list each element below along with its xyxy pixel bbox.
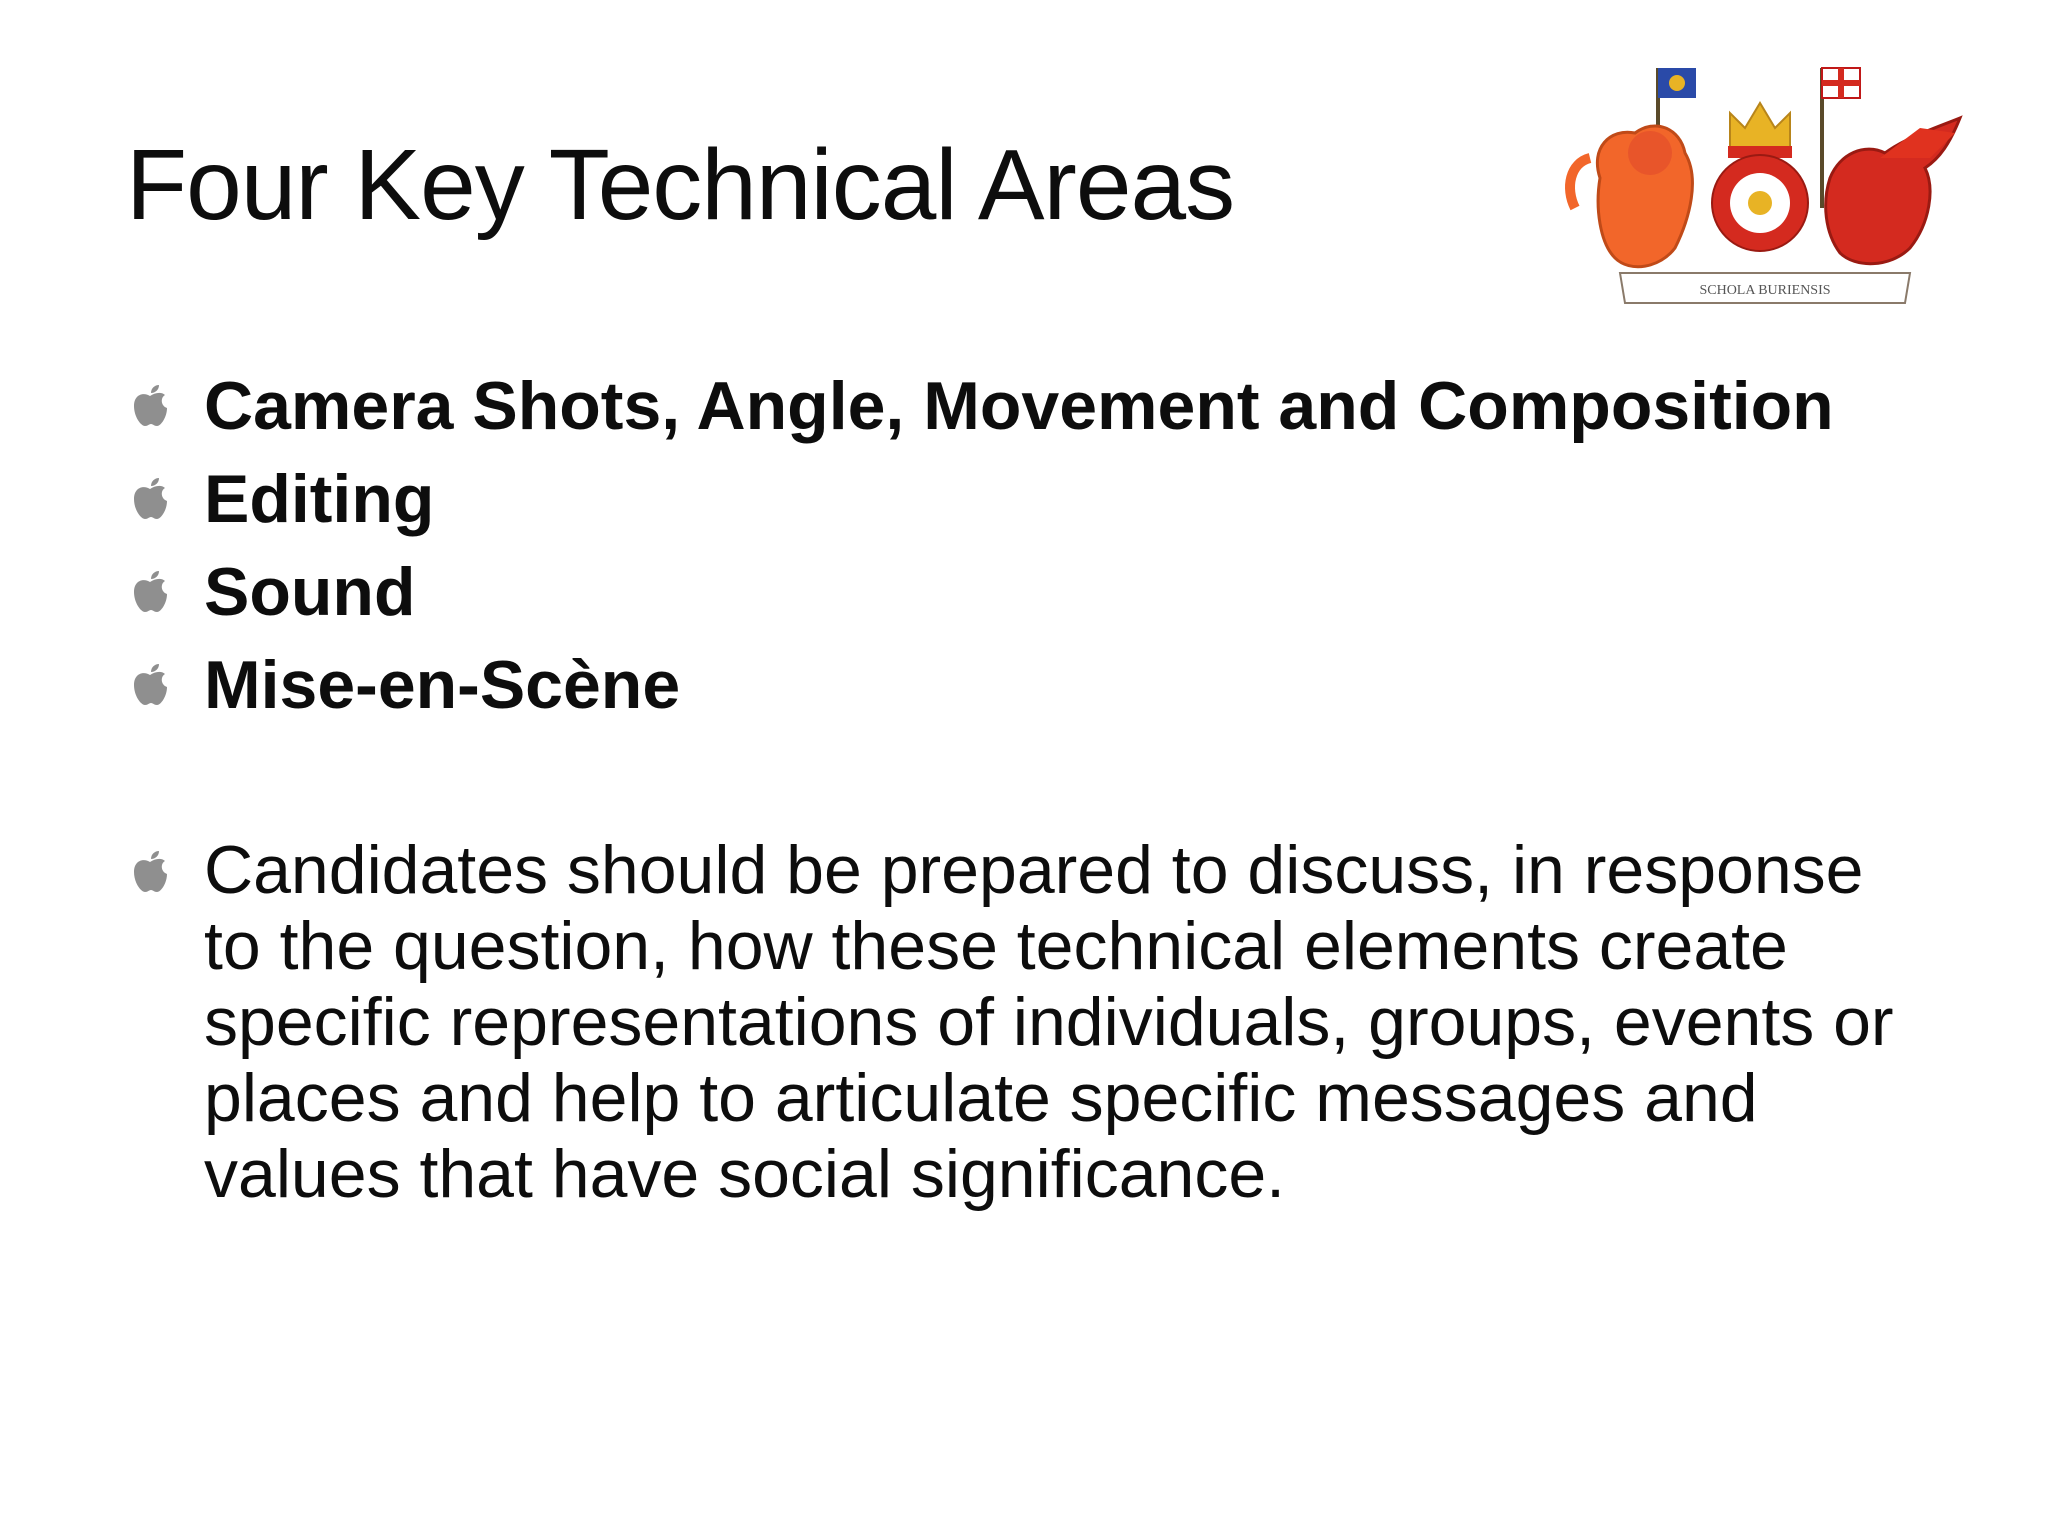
apple-logo-icon [130, 384, 170, 428]
paragraph-text: Candidates should be prepared to discuss, in response to the question, how these technical elements create specific representations of individuals, groups, events or places and help to articulate specific messages and values that have social significance. [204, 832, 1894, 1212]
list-item [130, 546, 1950, 639]
school-crest-logo [1560, 58, 1970, 318]
slide-title: Four Key Technical Areas [126, 129, 1235, 241]
apple-logo-icon [130, 850, 170, 894]
apple-logo-icon [130, 477, 170, 521]
list-item-text: Editing [204, 461, 435, 537]
candidates-paragraph [130, 832, 1930, 1212]
key-areas-list [130, 360, 1950, 732]
crest-motto: SCHOLA BURIENSIS [1699, 283, 1831, 298]
list-item [130, 639, 1950, 732]
apple-logo-icon [130, 663, 170, 707]
apple-logo-icon [130, 570, 170, 614]
list-item-text: Mise-en-Scène [204, 647, 681, 723]
list-item-text: Camera Shots, Angle, Movement and Composition [204, 368, 1834, 444]
list-item [130, 453, 1950, 546]
list-item-text: Sound [204, 554, 416, 630]
list-item [130, 360, 1950, 453]
